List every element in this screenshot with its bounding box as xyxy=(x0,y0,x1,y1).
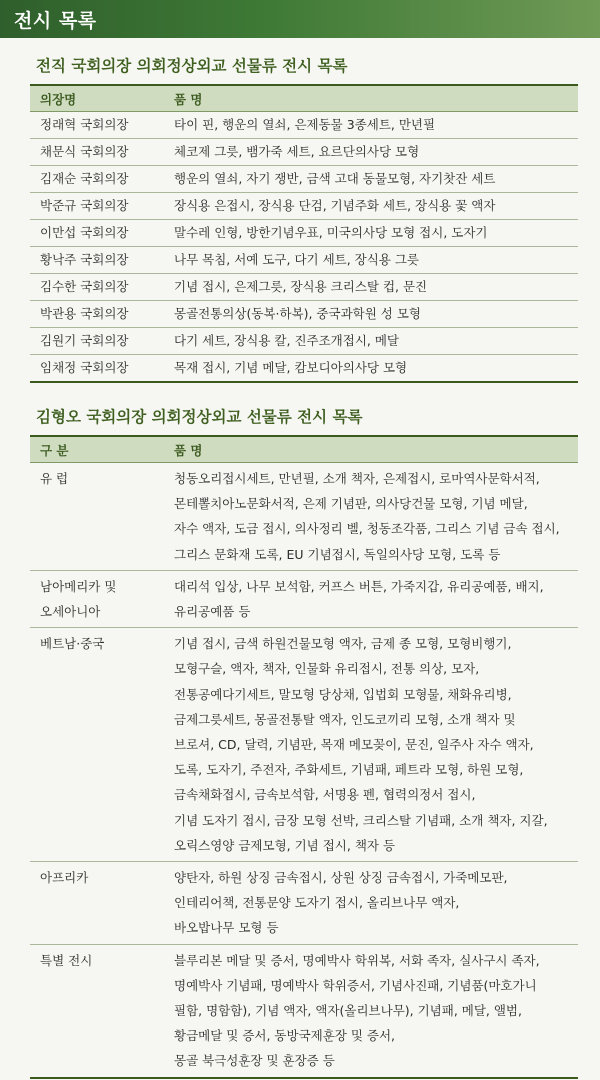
gift-items-line: 모형구슬, 액자, 책자, 인물화 유리접시, 전통 의상, 모자, xyxy=(174,661,480,677)
gift-items-line: 청동오리접시세트, 만년필, 소개 책자, 은제접시, 로마역사문학서적, xyxy=(174,471,540,486)
gift-items-line: 금속채화접시, 금속보석함, 서명용 펜, 협력의정서 접시, xyxy=(174,787,476,803)
table-header-row xyxy=(30,85,578,112)
table-row xyxy=(30,274,578,301)
speaker-name: 채문식 국회의장 xyxy=(30,139,168,166)
category-label: 오세아니아 xyxy=(40,604,101,620)
gift-items-line: 몽골 북극성훈장 및 훈장증 등 xyxy=(174,1053,335,1069)
gift-items-cell xyxy=(168,862,578,945)
gift-items: 몽골전통의상(동복·하복), 중국과학원 성 모형 xyxy=(168,301,578,328)
table-row xyxy=(30,355,578,383)
category-label: 유 럽 xyxy=(40,471,69,486)
speaker-name: 황낙주 국회의장 xyxy=(30,247,168,274)
table-row xyxy=(30,112,578,139)
gift-items: 나무 목침, 서예 도구, 다기 세트, 장식용 그릇 xyxy=(168,247,578,274)
table-row xyxy=(30,193,578,220)
table-row xyxy=(30,247,578,274)
gift-items-line: 자수 액자, 도금 접시, 의사정리 벨, 청동조각품, 그리스 기념 금속 접시, xyxy=(174,521,560,537)
gift-items-line: 도록, 도자기, 주전자, 주화세트, 기념패, 페트라 모형, 하원 모형, xyxy=(174,762,524,778)
column-header-items: 품 명 xyxy=(168,85,578,112)
gift-items-line: 몬테뽈치아노문화서적, 은제 기념판, 의사당건물 모형, 기념 메달, xyxy=(174,496,528,512)
category-label: 아프리카 xyxy=(40,870,89,886)
speaker-name: 김원기 국회의장 xyxy=(30,328,168,355)
kim-section-title: 김형오 국회의장 의회정상외교 선물류 전시 목록 xyxy=(36,408,363,426)
table-row xyxy=(30,628,578,862)
category-cell xyxy=(30,862,168,945)
gift-items: 다기 세트, 장식용 칼, 진주조개접시, 메달 xyxy=(168,328,578,355)
gift-items-line: 명예박사 기념패, 명예박사 학위증서, 기념사진패, 기념품(마호가니 xyxy=(174,977,537,993)
gift-items-line: 바오밥나무 모형 등 xyxy=(174,920,279,936)
gift-items-line: 오릭스영양 금제모형, 기념 접시, 책자 등 xyxy=(174,837,396,853)
speaker-name: 정래혁 국회의장 xyxy=(30,112,168,139)
gift-items-cell xyxy=(168,944,578,1078)
page-header xyxy=(0,0,600,38)
speaker-name: 임채정 국회의장 xyxy=(30,355,168,383)
table-row xyxy=(30,463,578,571)
speaker-name: 박준규 국회의장 xyxy=(30,193,168,220)
gift-items: 기념 접시, 은제그릇, 장식용 크리스탈 컵, 문진 xyxy=(168,274,578,301)
speaker-name: 김재순 국회의장 xyxy=(30,166,168,193)
gift-items: 행운의 열쇠, 자기 쟁반, 금색 고대 동물모형, 자기찻잔 세트 xyxy=(168,166,578,193)
table-row xyxy=(30,220,578,247)
former-speakers-section xyxy=(30,54,578,383)
category-cell xyxy=(30,628,168,862)
category-cell xyxy=(30,570,168,627)
gift-items-cell xyxy=(168,570,578,627)
table-row xyxy=(30,166,578,193)
gift-items-line: 대리석 입상, 나무 보석함, 커프스 버튼, 가죽지갑, 유리공예품, 배지, xyxy=(174,578,544,594)
speaker-name: 김수한 국회의장 xyxy=(30,274,168,301)
gift-items-line: 황금메달 및 증서, 동방국제훈장 및 증서, xyxy=(174,1028,396,1044)
gift-items-line: 양탄자, 하원 상징 금속접시, 상원 상징 금속접시, 가죽메모판, xyxy=(174,870,508,886)
gift-items-line: 금제그릇세트, 몽골전통탈 액자, 인도코끼리 모형, 소개 책자 및 xyxy=(174,711,516,727)
column-header-items: 품 명 xyxy=(168,436,578,463)
category-cell xyxy=(30,944,168,1078)
table-row xyxy=(30,301,578,328)
gift-items: 체코제 그릇, 뱀가죽 세트, 요르단의사당 모형 xyxy=(168,139,578,166)
gift-items-line: 기념 접시, 금색 하원건물모형 액자, 금제 종 모형, 모형비행기, xyxy=(174,636,512,652)
gift-items-line: 블루리본 메달 및 증서, 명예박사 학위복, 서화 족자, 실사구시 족자, xyxy=(174,952,540,968)
column-header-category: 구 분 xyxy=(30,436,168,463)
gift-items: 타이 핀, 행운의 열쇠, 은제동물 3종세트, 만년필 xyxy=(168,112,578,139)
speaker-name: 이만섭 국회의장 xyxy=(30,220,168,247)
gift-items-line: 필함, 명함함), 기념 액자, 액자(올리브나무), 기념패, 메달, 앨범, xyxy=(174,1003,522,1019)
gift-items: 말수레 인형, 방한기념우표, 미국의사당 모형 접시, 도자기 xyxy=(168,220,578,247)
former-section-title: 전직 국회의장 의회정상외교 선물류 전시 목록 xyxy=(36,57,348,75)
category-label: 베트남·중국 xyxy=(40,636,105,652)
former-speakers-table xyxy=(30,84,578,383)
gift-items-cell xyxy=(168,463,578,571)
gift-items-line: 기념 도자기 접시, 금장 모형 선박, 크리스탈 기념패, 소개 책자, 지갈, xyxy=(174,812,548,828)
category-label: 특별 전시 xyxy=(40,952,93,968)
category-cell xyxy=(30,463,168,571)
table-row xyxy=(30,570,578,627)
table-header-row xyxy=(30,436,578,463)
column-header-speaker: 의장명 xyxy=(30,85,168,112)
gift-items-line: 브로셔, CD, 달력, 기념판, 목재 메모꽂이, 문진, 일주사 자수 액자, xyxy=(174,737,534,753)
table-row xyxy=(30,862,578,945)
kim-gifts-table xyxy=(30,435,578,1079)
gift-items-line: 전통공예다기세트, 말모형 당상채, 입법회 모형물, 채화유리병, xyxy=(174,686,512,702)
gift-items-line: 그리스 문화재 도록, EU 기념접시, 독일의사당 모형, 도록 등 xyxy=(174,546,501,562)
gift-items-line: 유리공예품 등 xyxy=(174,604,251,620)
speaker-name: 박관용 국회의장 xyxy=(30,301,168,328)
gift-items-cell xyxy=(168,628,578,862)
page-title: 전시 목록 xyxy=(14,9,97,32)
table-row xyxy=(30,944,578,1078)
gift-items: 목재 접시, 기념 메달, 캄보디아의사당 모형 xyxy=(168,355,578,383)
table-row xyxy=(30,328,578,355)
gift-items: 장식용 은접시, 장식용 단검, 기념주화 세트, 장식용 꽃 액자 xyxy=(168,193,578,220)
gift-items-line: 인테리어책, 전통문양 도자기 접시, 올리브나무 액자, xyxy=(174,895,460,911)
kim-speaker-section xyxy=(30,405,578,1079)
table-row xyxy=(30,139,578,166)
category-label: 남아메리카 및 xyxy=(40,578,117,594)
